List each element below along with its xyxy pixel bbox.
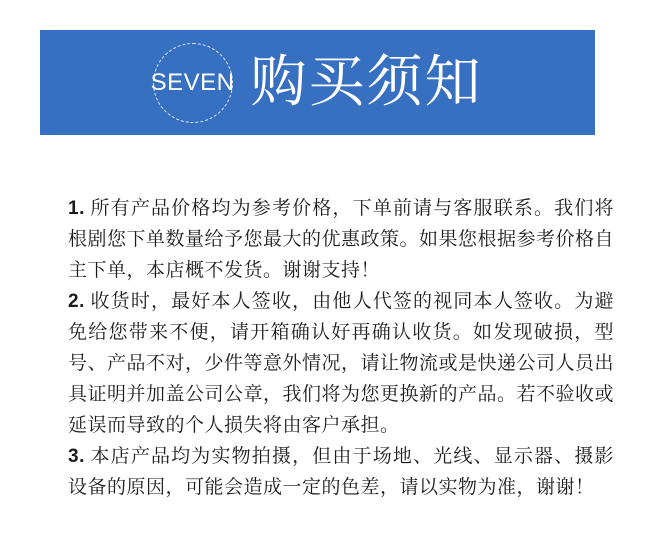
- seven-logo-circle: [150, 43, 235, 123]
- notice-item-3: [68, 441, 614, 503]
- purchase-notice-banner: [40, 30, 595, 135]
- page-title: 购买须知: [250, 51, 483, 114]
- notice-item-1: [68, 193, 614, 286]
- notice-item-1-text: 所有产品价格均为参考价格，下单前请与客服联系。我们将根剧您下单数量给予您最大的优惠政策。如果您根据参考价格自主下单，本店概不发货。谢谢支持！: [68, 198, 615, 281]
- notice-item-3-text: 本店产品均为实物拍摄，但由于场地、光线、显示器、摄影设备的原因，可能会造成一定的色差，请以实物为准，谢谢！: [68, 446, 614, 498]
- notice-item-2: [68, 286, 614, 441]
- notice-item-1-number: 1.: [68, 198, 85, 219]
- notice-text-block: [68, 193, 614, 503]
- notice-item-2-text: 收货时，最好本人签收，由他人代签的视同本人签收。为避免给您带来不便，请开箱确认好再确认收货。如发现破损，型号、产品不对，少件等意外情况，请让物流或是快递公司人员出具证明并加盖公司公章，我们将为您更换新的产品。若不验收或延误而导致的个人损失将由客户承担。: [68, 291, 615, 436]
- notice-item-2-number: 2.: [68, 291, 85, 312]
- notice-item-3-number: 3.: [68, 446, 85, 467]
- seven-logo-text: SEVEN: [150, 68, 235, 96]
